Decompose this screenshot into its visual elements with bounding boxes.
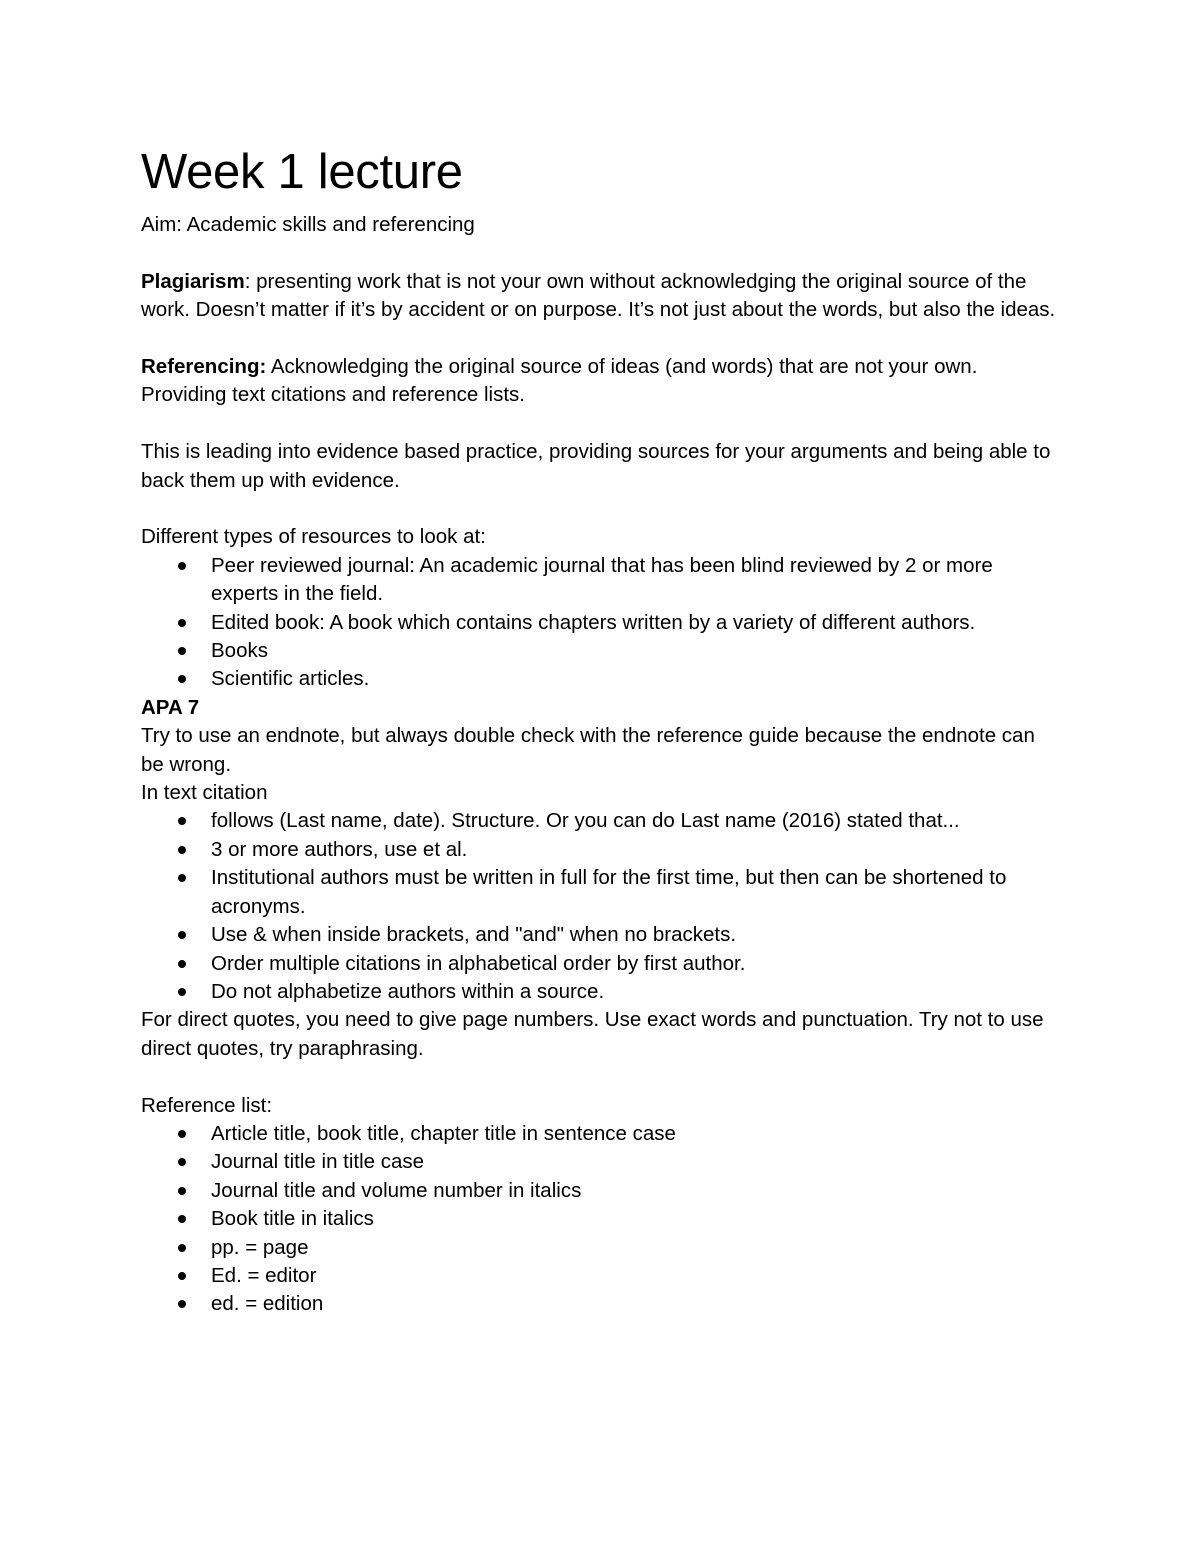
list-item: follows (Last name, date). Structure. Or you can do Last name (2016) stated that...: [211, 807, 1061, 835]
bullet-icon: [178, 874, 186, 882]
resources-list: [141, 552, 1061, 694]
endnote-paragraph: Try to use an endnote, but always double check with the reference guide because the endnote can be wrong.: [141, 724, 1035, 776]
bullet-icon: [178, 1300, 186, 1308]
apa-heading: APA 7: [141, 695, 200, 719]
plagiarism-paragraph: [141, 268, 1061, 325]
list-item: Edited book: A book which contains chapters written by a variety of different authors.: [211, 609, 1061, 637]
list-item: Institutional authors must be written in full for the first time, but then can be shortened to acronyms.: [211, 864, 1061, 921]
spacer: [141, 325, 1061, 353]
aim-text: Aim: Academic skills and referencing: [141, 213, 475, 236]
reference-list: [141, 1120, 1061, 1319]
list-item: Peer reviewed journal: An academic journal that has been blind reviewed by 2 or more experts in the field.: [211, 552, 1061, 609]
bullet-icon: [178, 562, 186, 570]
bullet-icon: [178, 647, 186, 655]
spacer: [141, 495, 1061, 523]
bullet-icon: [178, 846, 186, 854]
list-item: Use & when inside brackets, and "and" when no brackets.: [211, 921, 1061, 949]
bullet-icon: [178, 1244, 186, 1252]
bullet-icon: [178, 675, 186, 683]
bullet-icon: [178, 1158, 186, 1166]
referencing-definition: Acknowledging the original source of ideas (and words) that are not your own. Providing text citations and reference lists.: [141, 355, 978, 407]
list-item: Ed. = editor: [211, 1262, 1061, 1290]
direct-quotes-paragraph: For direct quotes, you need to give page numbers. Use exact words and punctuation. Try not to use direct quotes, try paraphrasing.: [141, 1008, 1044, 1060]
list-item: Journal title and volume number in italics: [211, 1177, 1061, 1205]
list-item: Article title, book title, chapter title in sentence case: [211, 1120, 1061, 1148]
referencing-term: Referencing:: [141, 355, 267, 378]
resources-intro: Different types of resources to look at:: [141, 525, 486, 549]
in-text-heading: In text citation: [141, 781, 268, 805]
bullet-icon: [178, 1272, 186, 1280]
spacer: [141, 1063, 1061, 1091]
referencing-paragraph: [141, 353, 1061, 410]
bullet-icon: [178, 1215, 186, 1223]
list-item: pp. = page: [211, 1234, 1061, 1262]
page-title: Week 1 lecture: [141, 145, 463, 199]
in-text-list: [141, 807, 1061, 1006]
spacer: [141, 239, 1061, 267]
list-item: Journal title in title case: [211, 1148, 1061, 1176]
bullet-icon: [178, 619, 186, 627]
plagiarism-term: Plagiarism: [141, 269, 245, 293]
bullet-icon: [178, 960, 186, 968]
list-item: Scientific articles.: [211, 665, 1061, 693]
list-item: Book title in italics: [211, 1205, 1061, 1233]
list-item: 3 or more authors, use et al.: [211, 836, 1061, 864]
spacer: [141, 410, 1061, 438]
list-item: Books: [211, 637, 1061, 665]
list-item: Do not alphabetize authors within a source.: [211, 978, 1061, 1006]
plagiarism-definition: : presenting work that is not your own without acknowledging the original source of the work. Doesn’t matter if it’s by accident or on purpose. It’s not just about the words, but also the ideas.: [141, 269, 1056, 322]
document-page: [141, 138, 1061, 1319]
bullet-icon: [178, 988, 186, 996]
evidence-paragraph: This is leading into evidence based practice, providing sources for your arguments and being able to back them up with evidence.: [141, 440, 1051, 492]
bullet-icon: [178, 1130, 186, 1138]
bullet-icon: [178, 931, 186, 939]
bullet-icon: [178, 1187, 186, 1195]
reference-list-heading: Reference list:: [141, 1093, 273, 1117]
list-item: Order multiple citations in alphabetical order by first author.: [211, 950, 1061, 978]
list-item: ed. = edition: [211, 1290, 1061, 1318]
bullet-icon: [178, 817, 186, 825]
